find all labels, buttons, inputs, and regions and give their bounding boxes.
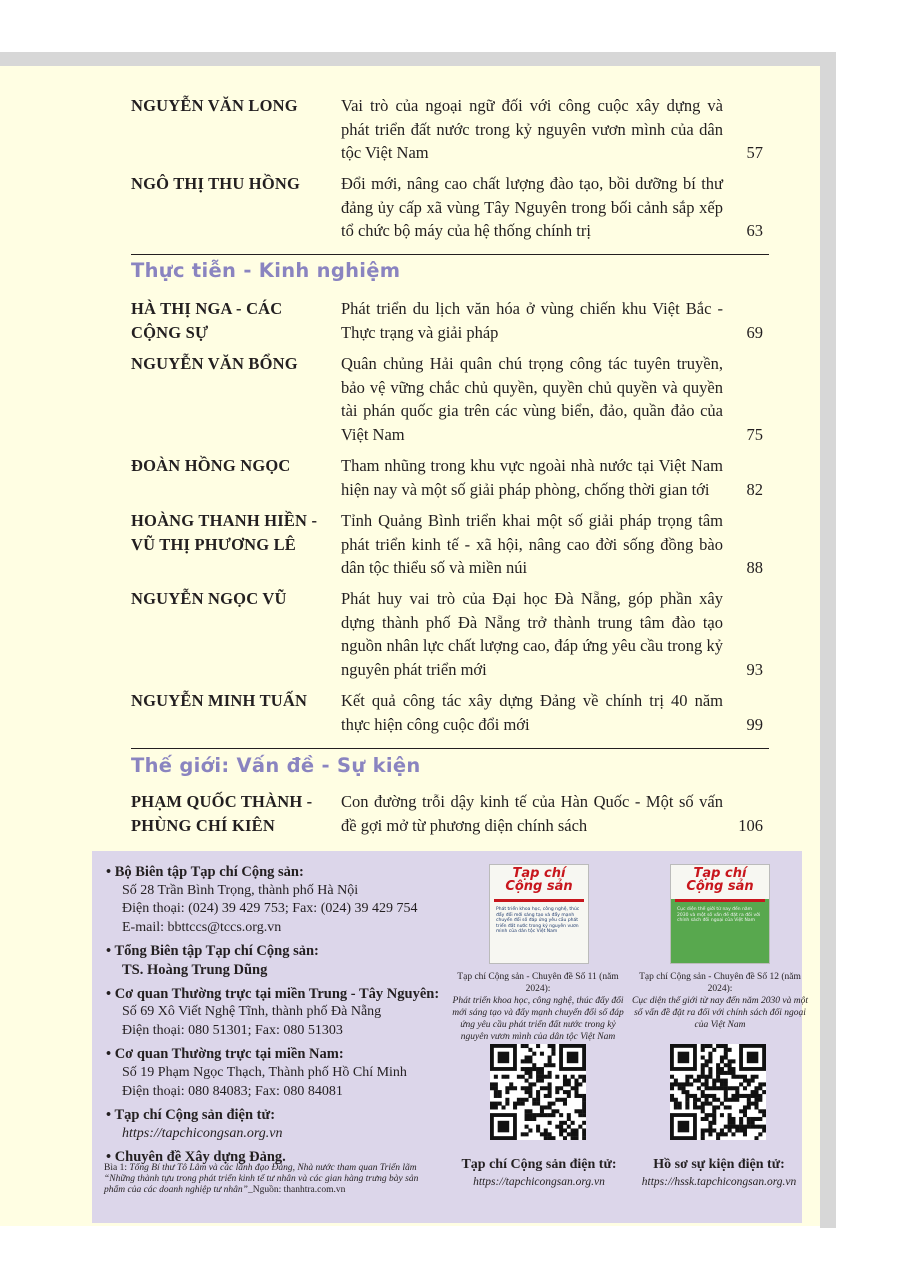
qr-code-icon[interactable] [670, 1044, 766, 1140]
cover-headline: Cục diện thế giới từ nay đến năm 2030 và một số vấn đề đặt ra đối với chính sách đối ngoại của Việt Nam [677, 907, 761, 923]
address-text: Số 19 Phạm Ngọc Thạch, Thành phố Hồ Chí Minh [122, 1064, 407, 1080]
toc-page-number: 69 [746, 322, 763, 342]
section-heading: Thực tiễn - Kinh nghiệm [131, 259, 401, 282]
toc-page-number: 99 [746, 714, 763, 734]
cover-headline: Phát triển khoa học, công nghệ, thúc đẩy đổi mới sáng tạo và đẩy mạnh chuyển đổi số đáp ứng yêu cầu phát triển đất nước trong kỷ nguyên vươn mình của dân tộc Việt Nam [496, 907, 580, 934]
editor-name: TS. Hoàng Trung Dũng [122, 961, 268, 978]
toc-title: Vai trò của ngoại ngữ đối với công cuộc xây dựng và phát triển đất nước trong kỷ nguyên vươn mình của dân tộc Việt Nam [341, 96, 723, 162]
toc-entry[interactable] [131, 352, 771, 446]
toc-entry[interactable] [131, 454, 771, 501]
issue-cover-12[interactable] [670, 864, 770, 964]
web-link-url[interactable]: https://hssk.tapchicongsan.org.vn [641, 1176, 797, 1188]
toc-page-number: 88 [746, 557, 763, 577]
toc-page-number: 93 [746, 659, 763, 679]
phone-text: Điện thoại: 080 84083; Fax: 080 84081 [122, 1083, 343, 1099]
issue-caption: Tạp chí Cộng sản - Chuyên đề Số 12 (năm 2024): Cục diện thế giới từ nay đến năm 2030 và một số vấn đề đặt ra đối với chính sách đối ngoại của Việt Nam [632, 972, 808, 1030]
contact-heading: • Tạp chí Cộng sản điện tử: [106, 1107, 276, 1124]
email-link[interactable]: E-mail: bbttccs@tccs.org.vn [122, 919, 282, 935]
contact-list [106, 863, 446, 1167]
contact-heading: • Cơ quan Thường trực tại miền Nam: [106, 1046, 344, 1063]
toc-page-number: 57 [746, 142, 763, 162]
toc-title: Con đường trỗi dậy kinh tế của Hàn Quốc - Một số vấn đề gợi mở từ phương diện chính sách [341, 792, 723, 835]
phone-text: Điện thoại: 080 51301; Fax: 080 51303 [122, 1022, 343, 1038]
phone-text: Điện thoại: (024) 39 429 753; Fax: (024) 39 429 754 [122, 901, 418, 917]
toc-title: Quân chủng Hải quân chú trọng công tác tuyên truyền, bảo vệ vững chắc chủ quyền, quyền chủ quyền và quyền tài phán quốc gia trên các vùng biển, đảo, quần đảo của Việt Nam [341, 354, 723, 444]
toc-title: Phát huy vai trò của Đại học Đà Nẵng, góp phần xây dựng thành phố Đà Nẵng trở thành trung tâm đào tạo nguồn nhân lực chất lượng cao, đáp ứng yêu cầu trong kỷ nguyên phát triển mới [341, 589, 723, 679]
toc-title: Kết quả công tác xây dựng Đảng về chính trị 40 năm thực hiện công cuộc đổi mới [341, 691, 723, 734]
section-divider [131, 748, 769, 749]
toc-page-number: 82 [746, 479, 763, 499]
masthead-logo: Tạp chí Cộng sản [505, 866, 573, 894]
section-divider [131, 254, 769, 255]
page-frame-top [0, 52, 836, 66]
web-link-label: Hồ sơ sự kiện điện tử: [653, 1157, 785, 1172]
address-text: Số 69 Xô Viết Nghệ Tĩnh, thành phố Đà Nẵng [122, 1004, 382, 1020]
address-text: Số 28 Trần Bình Trọng, thành phố Hà Nội [122, 882, 359, 898]
toc-page-number: 75 [746, 424, 763, 444]
toc-entry[interactable] [131, 172, 771, 242]
toc-entry[interactable] [131, 790, 771, 837]
website-link[interactable]: https://tapchicongsan.org.vn [122, 1125, 283, 1141]
contact-heading: • Bộ Biên tập Tạp chí Cộng sản: [106, 864, 304, 880]
toc-author: HÀ THỊ NGA - CÁC CỘNG SỰ [131, 299, 283, 342]
toc-entry[interactable] [131, 689, 771, 736]
toc-entry[interactable] [131, 297, 771, 344]
toc-author: NGÔ THỊ THU HỒNG [131, 174, 300, 193]
toc-page-number: 106 [738, 815, 763, 835]
toc-author: NGUYỄN NGỌC VŨ [131, 589, 287, 608]
issue-caption: Tạp chí Cộng sản - Chuyên đề Số 11 (năm 2024): Phát triển khoa học, công nghệ, thúc đẩy đổi mới sáng tạo và đẩy mạnh chuyển đổi số đáp ứng yêu cầu phát triển đất nước trong kỷ nguyên vươn mình của dân tộc Việt Nam [452, 972, 624, 1042]
toc-author: NGUYỄN VĂN BỔNG [131, 354, 298, 373]
section-heading: Thế giới: Vấn đề - Sự kiện [131, 754, 421, 777]
toc-title: Tỉnh Quảng Bình triển khai một số giải pháp trọng tâm phát triển kinh tế - xã hội, nâng cao đời sống đồng bào dân tộc thiểu số và miền núi [341, 511, 723, 577]
masthead-logo: Tạp chí Cộng sản [671, 865, 769, 899]
toc-entry[interactable] [131, 94, 771, 164]
toc-author: HOÀNG THANH HIỀN - VŨ THỊ PHƯƠNG LÊ [131, 511, 318, 554]
toc-author: NGUYỄN VĂN LONG [131, 96, 298, 115]
web-link-label: Tạp chí Cộng sản điện tử: [461, 1157, 617, 1172]
contact-heading: • Tổng Biên tập Tạp chí Cộng sản: [106, 943, 319, 960]
toc-page-number: 63 [746, 220, 763, 240]
qr-code-icon[interactable] [490, 1044, 586, 1140]
toc-title: Phát triển du lịch văn hóa ở vùng chiến khu Việt Bắc - Thực trạng và giải pháp [341, 299, 723, 342]
contact-heading: • Cơ quan Thường trực tại miền Trung - Tây Nguyên: [106, 985, 440, 1002]
page-frame-right [820, 52, 836, 1228]
contact-heading: • Chuyên đề Xây dựng Đảng. [106, 1149, 286, 1166]
toc-entry[interactable] [131, 509, 771, 579]
toc-author: PHẠM QUỐC THÀNH - PHÙNG CHÍ KIÊN [131, 792, 313, 835]
toc-author: NGUYỄN MINH TUẤN [131, 691, 308, 710]
toc-title: Tham nhũng trong khu vực ngoài nhà nước tại Việt Nam hiện nay và một số giải pháp phòng, chống thời gian tới [341, 456, 723, 499]
cover-photo-caption: Bìa 1: Tổng Bí thư Tô Lâm và các lãnh đạo Đảng, Nhà nước tham quan Triển lãm “Những thành tựu trong phát triển kinh tế tư nhân và các gian hàng trưng bày sản phẩm của các doanh nghiệp tư nhân”_Nguồn: thanhtra.com.vn [104, 1163, 419, 1195]
contact-info-box [92, 851, 808, 1223]
issue-cover-11[interactable] [489, 864, 589, 964]
web-link-url[interactable]: https://tapchicongsan.org.vn [473, 1176, 605, 1188]
toc-author: ĐOÀN HỒNG NGỌC [131, 456, 291, 475]
toc-entry[interactable] [131, 587, 771, 681]
toc-title: Đổi mới, nâng cao chất lượng đào tạo, bồi dưỡng bí thư đảng ủy cấp xã vùng Tây Nguyên trong bối cảnh sắp xếp tổ chức bộ máy của hệ thống chính trị [341, 174, 723, 240]
